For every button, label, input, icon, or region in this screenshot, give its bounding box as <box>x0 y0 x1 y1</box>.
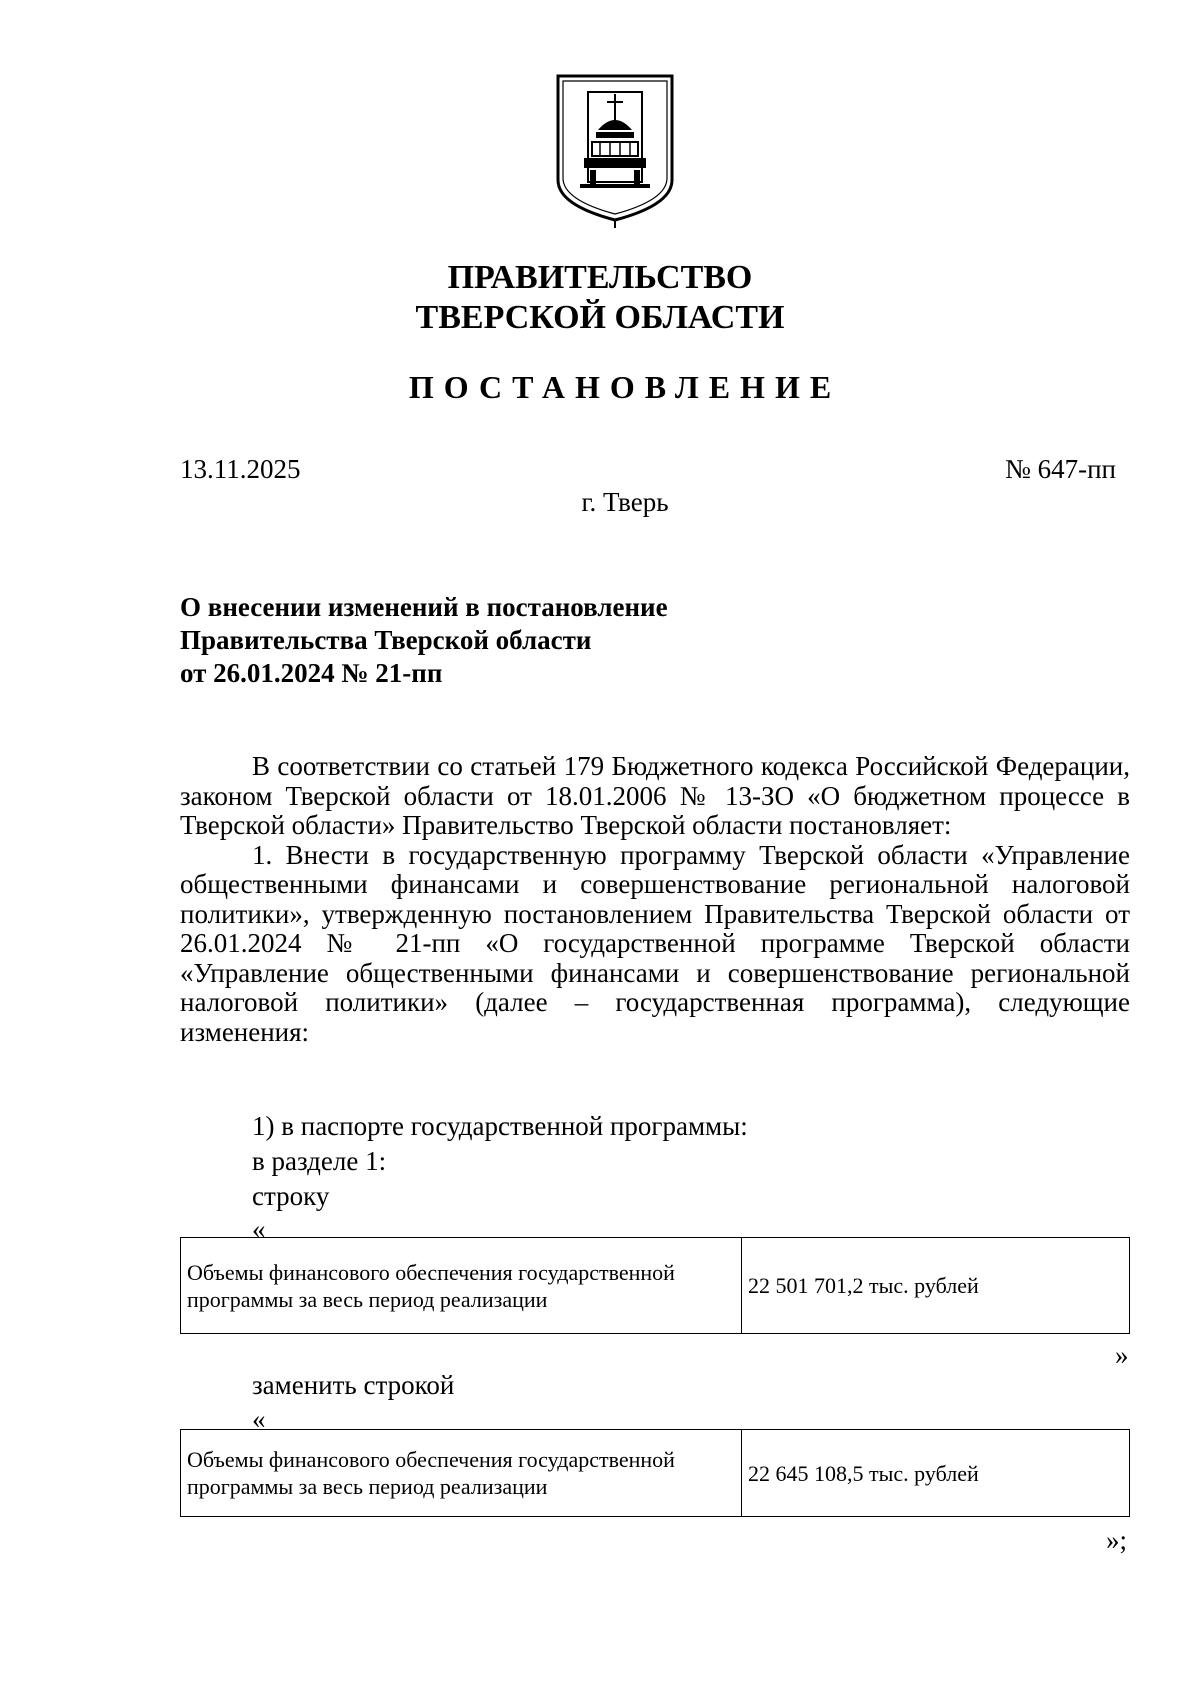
old-row-value: 22 501 701,2 тыс. рублей <box>742 1238 1130 1334</box>
org-line-2: ТВЕРСКОЙ ОБЛАСТИ <box>415 299 785 336</box>
old-row-table <box>180 1237 1130 1334</box>
government-title <box>0 258 1200 338</box>
close-quote-2: »; <box>1106 1525 1128 1555</box>
table-row <box>181 1238 1130 1334</box>
new-row-label: Объемы финансового обеспечения государственной программы за весь период реализации <box>181 1430 742 1517</box>
body-text <box>180 752 1130 1047</box>
preamble-paragraph: В соответствии со статьей 179 Бюджетного кодекса Российской Федерации, законом Тверской области от 18.01.2006 № 13-ЗО «О бюджетном процессе в Тверской области» Правительство Тверской области постановляет: <box>180 751 1130 840</box>
document-subject <box>180 591 880 690</box>
replace-with: заменить строкой <box>252 1370 455 1400</box>
document-city: г. Тверь <box>581 487 669 517</box>
open-quote-1: « <box>252 1214 266 1244</box>
open-quote-2: « <box>252 1404 266 1434</box>
subject-line-1: О внесении изменений в постановление <box>180 592 668 622</box>
clause-1-paragraph: 1. Внести в государственную программу Тверской области «Управление общественными финансами и совершенствование региональной налоговой политики», утвержденную постановлением Правительства Тверской области от 26.01.2024 № 21-пп «О государственной программе Тверской области «Управление общественными финансами и совершенствование региональной налоговой политики» (далее – государственная программа), следующие изменения: <box>180 839 1130 1047</box>
subject-line-2: Правительства Тверской области <box>180 625 592 655</box>
new-row-value: 22 645 108,5 тыс. рублей <box>742 1430 1130 1517</box>
org-line-1: ПРАВИТЕЛЬСТВО <box>447 259 753 296</box>
old-row-label: Объемы финансового обеспечения государственной программы за весь период реализации <box>181 1238 742 1334</box>
item-1: 1) в паспорте государственной программы: <box>252 1111 748 1141</box>
document-type: ПОСТАНОВЛЕНИЕ <box>408 369 842 405</box>
subject-line-3: от 26.01.2024 № 21-пп <box>180 658 443 688</box>
document-date: 13.11.2025 <box>180 454 301 484</box>
close-quote-1: » <box>1115 1340 1129 1370</box>
row-word: строку <box>252 1181 330 1211</box>
coat-of-arms-icon <box>550 70 680 230</box>
document-number: № 647-пп <box>1005 454 1116 484</box>
table-row <box>181 1430 1130 1517</box>
new-row-table <box>180 1429 1130 1517</box>
section-reference: в разделе 1: <box>252 1146 387 1176</box>
